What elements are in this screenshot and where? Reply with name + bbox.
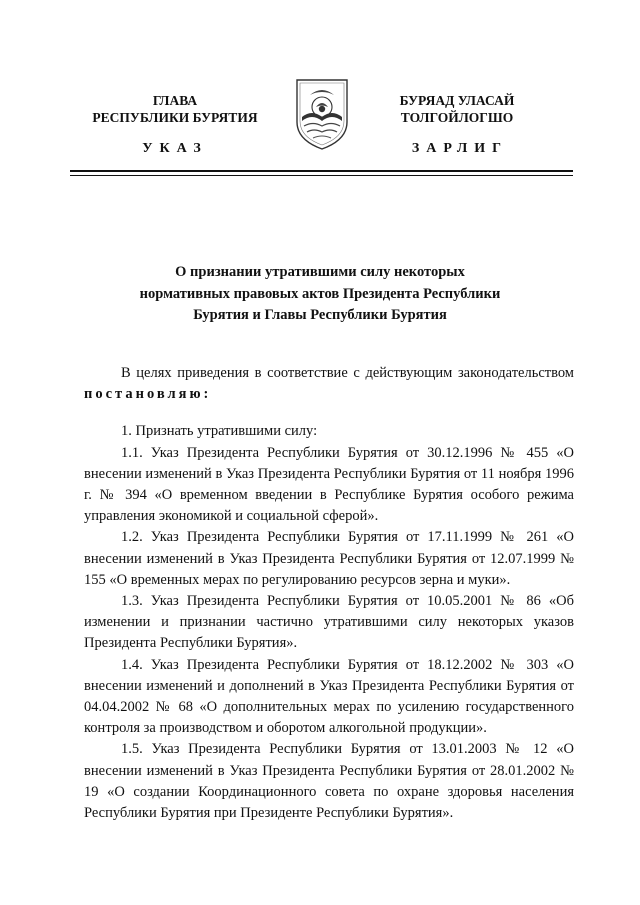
header-left-line2: РЕСПУБЛИКИ БУРЯТИЯ [92,110,258,125]
document-body [84,363,574,824]
header-right-line2: ТОЛГОЙЛОГШО [400,110,514,125]
title-line-2: нормативных правовых актов Президента Республики [139,285,501,302]
header-right-block [362,92,552,126]
title-line-3: Бурятия и Главы Республики Бурятия [193,307,447,323]
document-title [110,262,530,327]
title-line-1: О признании утратившими силу некоторых [175,264,465,280]
preamble-text: В целях приведения в соответствие с действующим законодательством [121,365,574,381]
header-right-line1: БУРЯАД УЛАСАЙ [399,93,515,108]
preamble-paragraph [84,363,574,405]
item-paragraph-1-1: 1.1. Указ Президента Республики Бурятия от 30.12.1996 № 455 «О внесении изменений в Указ Президента Республики Бурятия от 11 ноября 1996 г. № 394 «О временном введении в Республике Бурятия особого режима управления экономикой и социальной сферой». [84,444,574,525]
item-paragraph-1-2: 1.2. Указ Президента Республики Бурятия от 17.11.1999 № 261 «О внесении изменений в Указ Президента Республики Бурятия от 12.07.1999 № 155 «О временных мерах по регулированию ресурсов зерна и муки». [84,529,574,588]
preamble-emphasis: постановляю: [84,386,212,403]
item-paragraph-1: 1. Признать утратившими силу: [121,423,318,440]
item-paragraph-1-5: 1.5. Указ Президента Республики Бурятия от 13.01.2003 № 12 «О внесении изменений в Указ Президента Республики Бурятия от 28.01.2002 № 19 «О создании Координационного совета по охране здоровья населения Республики Бурятия при Президенте Республики Бурятия». [84,741,574,822]
item-paragraph-1-3: 1.3. Указ Президента Республики Бурятия от 10.05.2001 № 86 «Об изменении и признании частично утратившими силу некоторых указов Президента Республики Бурятия». [84,593,574,652]
header-divider-thick [70,170,573,172]
coat-of-arms-icon [289,76,355,152]
item-paragraph-1-4: 1.4. Указ Президента Республики Бурятия от 18.12.2002 № 303 «О внесении изменений и дополнений в Указ Президента Республики Бурятия от 04.04.2002 № 68 «О дополнительных мерах по усилению государственного контроля за производством и оборотом алкогольной продукции». [84,656,574,737]
doc-type-buryat: ЗАРЛИГ [411,141,509,156]
header-divider-thin [70,175,573,176]
header-left-block [80,92,270,126]
doc-type-russian: УКАЗ [142,141,208,156]
header-left-line1: ГЛАВА [152,93,198,108]
